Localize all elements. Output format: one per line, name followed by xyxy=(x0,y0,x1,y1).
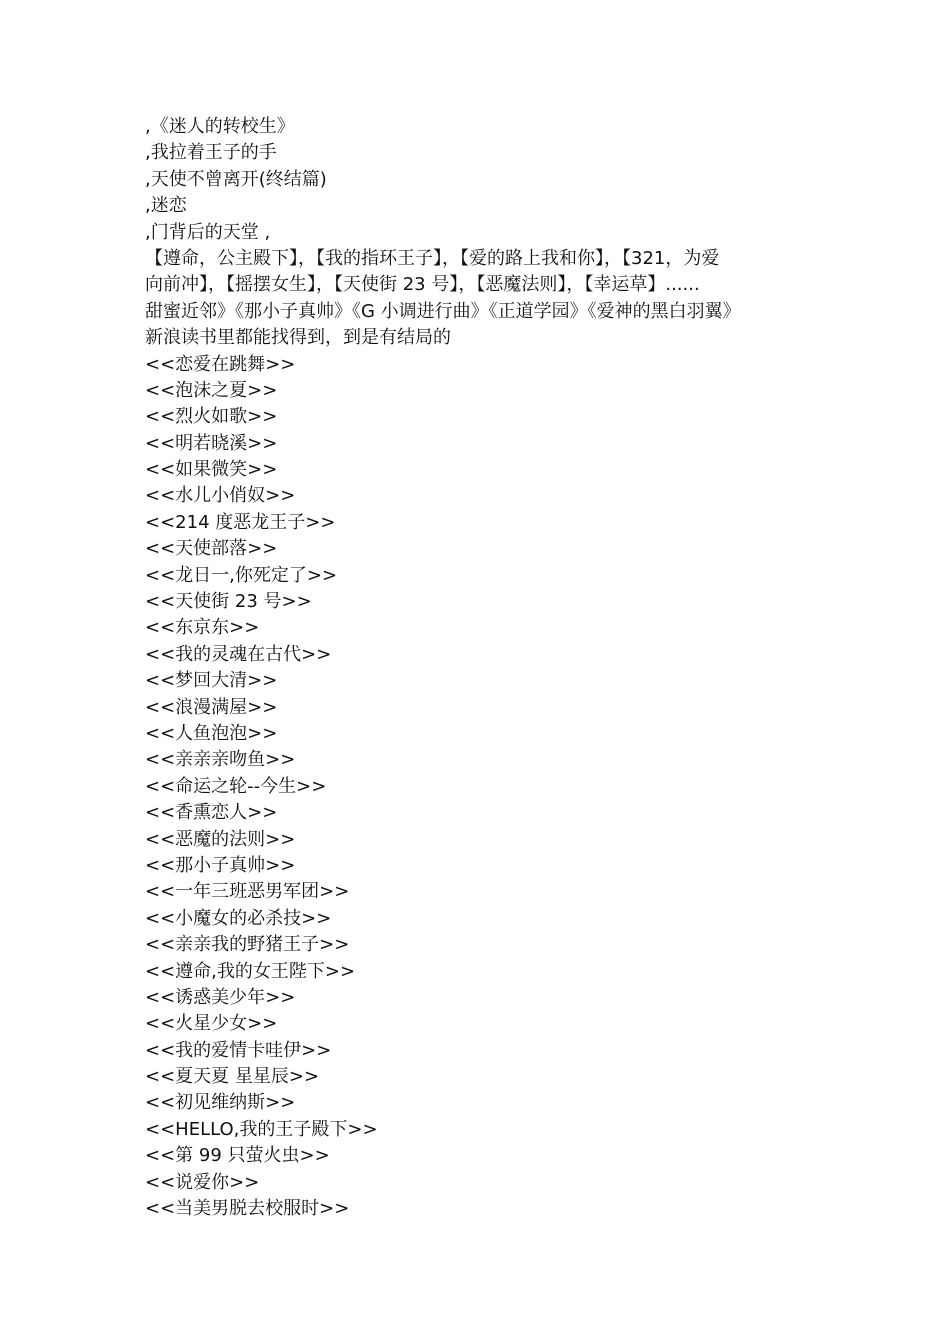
book-list-item: <<诱惑美少年>> xyxy=(145,986,296,1008)
book-list-item: <<亲亲我的野猪王子>> xyxy=(145,934,350,956)
book-list-item: <<火星少女>> xyxy=(145,1013,278,1035)
book-list-item: <<天使部落>> xyxy=(145,538,278,560)
book-list-item: <<夏天夏 星星辰>> xyxy=(145,1066,320,1088)
book-list-item: <<泡沫之夏>> xyxy=(145,379,278,401)
intro-line: ,《迷人的转校生》 xyxy=(145,116,295,137)
book-list-item: <<亲亲亲吻鱼>> xyxy=(145,749,296,771)
quote-titles-line: 甜蜜近邻》《那小子真帅》《G 小调进行曲》《正道学园》《爱神的黑白羽翼》 xyxy=(145,300,741,322)
book-list-item: <<HELLO,我的王子殿下>> xyxy=(145,1118,378,1140)
intro-line: ,我拉着王子的手 xyxy=(145,142,277,164)
book-list-item: <<214 度恶龙王子>> xyxy=(145,511,336,533)
book-list xyxy=(145,352,825,1223)
book-list-item: <<恶魔的法则>> xyxy=(145,828,296,850)
book-list-item: <<初见维纳斯>> xyxy=(145,1092,296,1114)
book-list-item: <<明若晓溪>> xyxy=(145,432,278,454)
book-list-item: <<水儿小俏奴>> xyxy=(145,485,296,507)
book-list-item: <<人鱼泡泡>> xyxy=(145,722,278,744)
book-list-item: <<遵命,我的女王陛下>> xyxy=(145,960,356,982)
book-list-item: <<小魔女的必杀技>> xyxy=(145,907,332,929)
book-list-item: <<香熏恋人>> xyxy=(145,802,278,824)
document-body xyxy=(145,114,825,1222)
note-line: 新浪读书里都能找得到，到是有结局的 xyxy=(145,327,451,349)
book-list-item: <<浪漫满屋>> xyxy=(145,696,278,718)
book-list-item: <<我的灵魂在古代>> xyxy=(145,643,332,665)
book-list-item: <<烈火如歌>> xyxy=(145,406,278,428)
book-list-item: <<梦回大清>> xyxy=(145,670,278,692)
book-list-item: <<恋爱在跳舞>> xyxy=(145,353,296,375)
book-list-item: <<那小子真帅>> xyxy=(145,854,296,876)
bracket-titles-line: 【遵命，公主殿下】，【我的指环王子】，【爱的路上我和你】，【321，为爱 xyxy=(145,247,720,269)
intro-line: ,天使不曾离开(终结篇) xyxy=(145,168,327,190)
book-list-item: <<说爱你>> xyxy=(145,1171,260,1193)
bracket-titles-line: 向前冲】，【摇摆女生】，【天使街 23 号】，【恶魔法则】，【幸运草】...... xyxy=(145,274,700,296)
book-list-item: <<天使街 23 号>> xyxy=(145,591,312,613)
intro-line: ,门背后的天堂 , xyxy=(145,221,271,243)
book-list-item: <<第 99 只萤火虫>> xyxy=(145,1145,330,1167)
book-list-item: <<一年三班恶男军团>> xyxy=(145,881,350,903)
book-list-item: <<我的爱情卡哇伊>> xyxy=(145,1039,332,1061)
intro-line: ,迷恋 xyxy=(145,195,187,217)
book-list-item: <<龙日一,你死定了>> xyxy=(145,564,338,586)
book-list-item: <<当美男脱去校服时>> xyxy=(145,1198,350,1220)
book-list-item: <<东京东>> xyxy=(145,617,260,639)
book-list-item: <<命运之轮--今生>> xyxy=(145,775,327,797)
book-list-item: <<如果微笑>> xyxy=(145,459,278,481)
